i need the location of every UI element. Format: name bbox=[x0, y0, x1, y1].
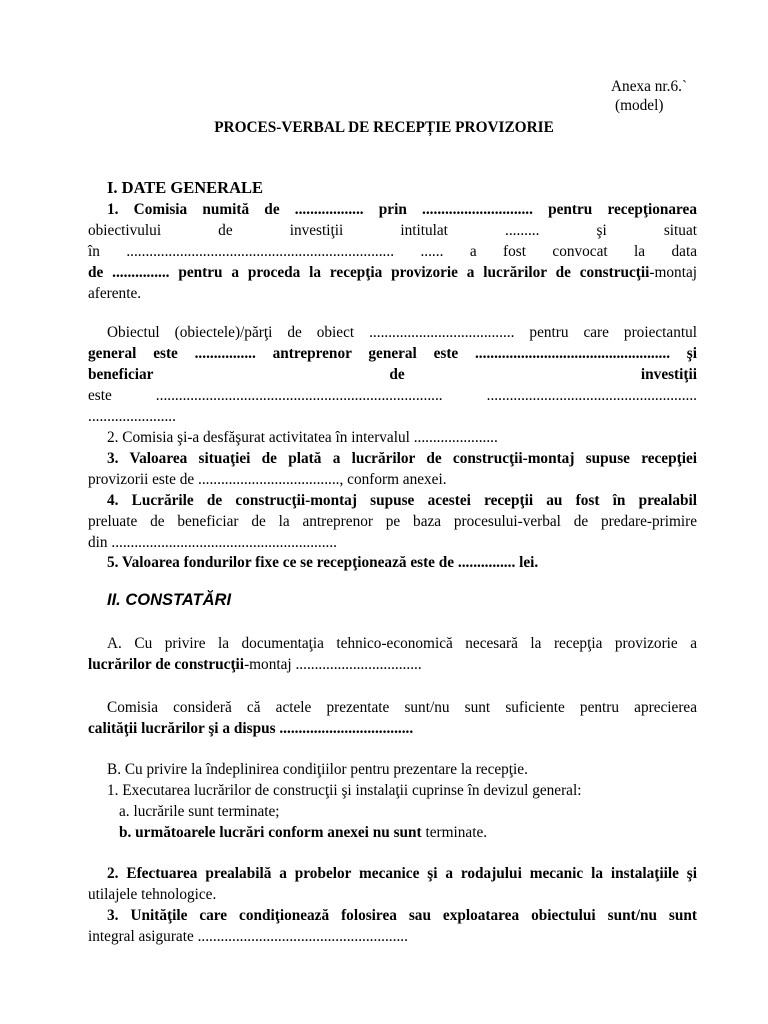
paragraph-a-line-2-normal: -montaj ................................. bbox=[244, 656, 422, 673]
paragraph-1-line-5: aferente. bbox=[88, 285, 142, 302]
paragraph-2-line-4: este ........................................................................... ....................................................... bbox=[88, 387, 697, 404]
paragraph-a bbox=[88, 633, 697, 675]
paragraph-probe-line-1: 2. Efectuarea prealabilă a probelor mecanice şi a rodajului mecanic la instalaţiile şi bbox=[107, 865, 697, 882]
paragraph-a-line-1: A. Cu privire la documentaţia tehnico-economică necesară la recepţia provizorie a bbox=[107, 635, 697, 652]
paragraph-3: 2. Comisia şi-a desfăşurat activitatea în intervalul ...................... bbox=[107, 429, 498, 446]
paragraph-5-line-2: preluate de beneficiar de la antreprenor pe baza procesului-verbal de predare-primire bbox=[88, 513, 697, 530]
paragraph-6: 5. Valoarea fondurilor fixe ce se recepţionează este de ............... lei. bbox=[107, 554, 539, 571]
paragraph-b-line-1: B. Cu privire la îndeplinirea condiţiilor pentru prezentare la recepţie. bbox=[107, 761, 528, 778]
paragraph-b-line-4-bold: b. următoarele lucrări conform anexei nu sunt bbox=[119, 824, 422, 841]
paragraph-2-line-2: general este ................ antreprenor general este ................................................... şi bbox=[88, 345, 697, 362]
section-2-heading: II. CONSTATĂRI bbox=[107, 591, 232, 609]
paragraph-4 bbox=[88, 448, 697, 490]
paragraph-commission bbox=[88, 697, 697, 739]
section-1-heading: I. DATE GENERALE bbox=[107, 178, 264, 197]
paragraph-2-line-5: ....................... bbox=[88, 408, 176, 425]
paragraph-1-line-2: obiectivului de investiţii intitulat ......... şi situat bbox=[88, 222, 697, 239]
paragraph-a-line-2 bbox=[88, 654, 697, 675]
paragraph-commission-line-2: calităţii lucrărilor şi a dispus ................................... bbox=[88, 720, 414, 737]
document-title: PROCES-VERBAL DE RECEPȚIE PROVIZORIE bbox=[214, 119, 554, 136]
paragraph-4-line-1: 3. Valoarea situaţiei de plată a lucrărilor de construcţii-montaj supuse recepţiei bbox=[107, 450, 697, 467]
paragraph-probe-line-2: utilajele tehnologice. bbox=[88, 886, 217, 903]
annex-label: Anexa nr.6.` bbox=[611, 78, 688, 95]
paragraph-2-line-1: Obiectul (obiectele)/părţi de obiect ...................................... pentru care proiectantul bbox=[107, 324, 697, 341]
paragraph-5-line-3: din ........................................................... bbox=[88, 534, 337, 551]
paragraph-units-line-1: 3. Unităţile care condiţionează folosirea sau exploatarea obiectului sunt/nu sunt bbox=[107, 907, 697, 924]
paragraph-probe bbox=[88, 863, 697, 905]
paragraph-units bbox=[88, 905, 697, 947]
paragraph-2 bbox=[88, 322, 697, 427]
paragraph-b bbox=[88, 759, 697, 843]
paragraph-b-line-4 bbox=[88, 822, 697, 843]
paragraph-5 bbox=[88, 490, 697, 553]
paragraph-b-line-4-normal: terminate. bbox=[421, 824, 488, 841]
paragraph-units-line-2: integral asigurate ....................................................... bbox=[88, 928, 408, 945]
paragraph-commission-line-1: Comisia consideră că actele prezentate sunt/nu sunt suficiente pentru aprecierea bbox=[107, 699, 697, 716]
paragraph-5-line-1: 4. Lucrările de construcţii-montaj supuse acestei recepţii au fost în prealabil bbox=[107, 492, 697, 509]
paragraph-a-line-2-bold: lucrărilor de construcţii bbox=[88, 656, 245, 673]
paragraph-1-line-4-normal: -montaj bbox=[649, 264, 697, 281]
paragraph-2-line-3: beneficiar de investiţii bbox=[88, 366, 697, 383]
paragraph-1-line-4 bbox=[88, 262, 697, 283]
paragraph-b-line-2: 1. Executarea lucrărilor de construcţii şi instalaţii cuprinse în devizul general: bbox=[107, 782, 582, 799]
paragraph-4-line-2: provizorii este de ....................................., conform anexei. bbox=[88, 471, 447, 488]
model-label: (model) bbox=[615, 97, 664, 114]
paragraph-1-line-1: 1. Comisia numită de .................. prin ............................. pentru recepţionarea bbox=[107, 201, 697, 218]
paragraph-1-line-4-bold: de ............... pentru a proceda la recepţia provizorie a lucrărilor de construcţii bbox=[88, 264, 650, 281]
paragraph-1-line-3: în ...................................................................... ...... a fost convocat la data bbox=[88, 243, 697, 260]
paragraph-b-line-3: a. lucrările sunt terminate; bbox=[119, 803, 280, 820]
paragraph-1 bbox=[88, 199, 697, 304]
